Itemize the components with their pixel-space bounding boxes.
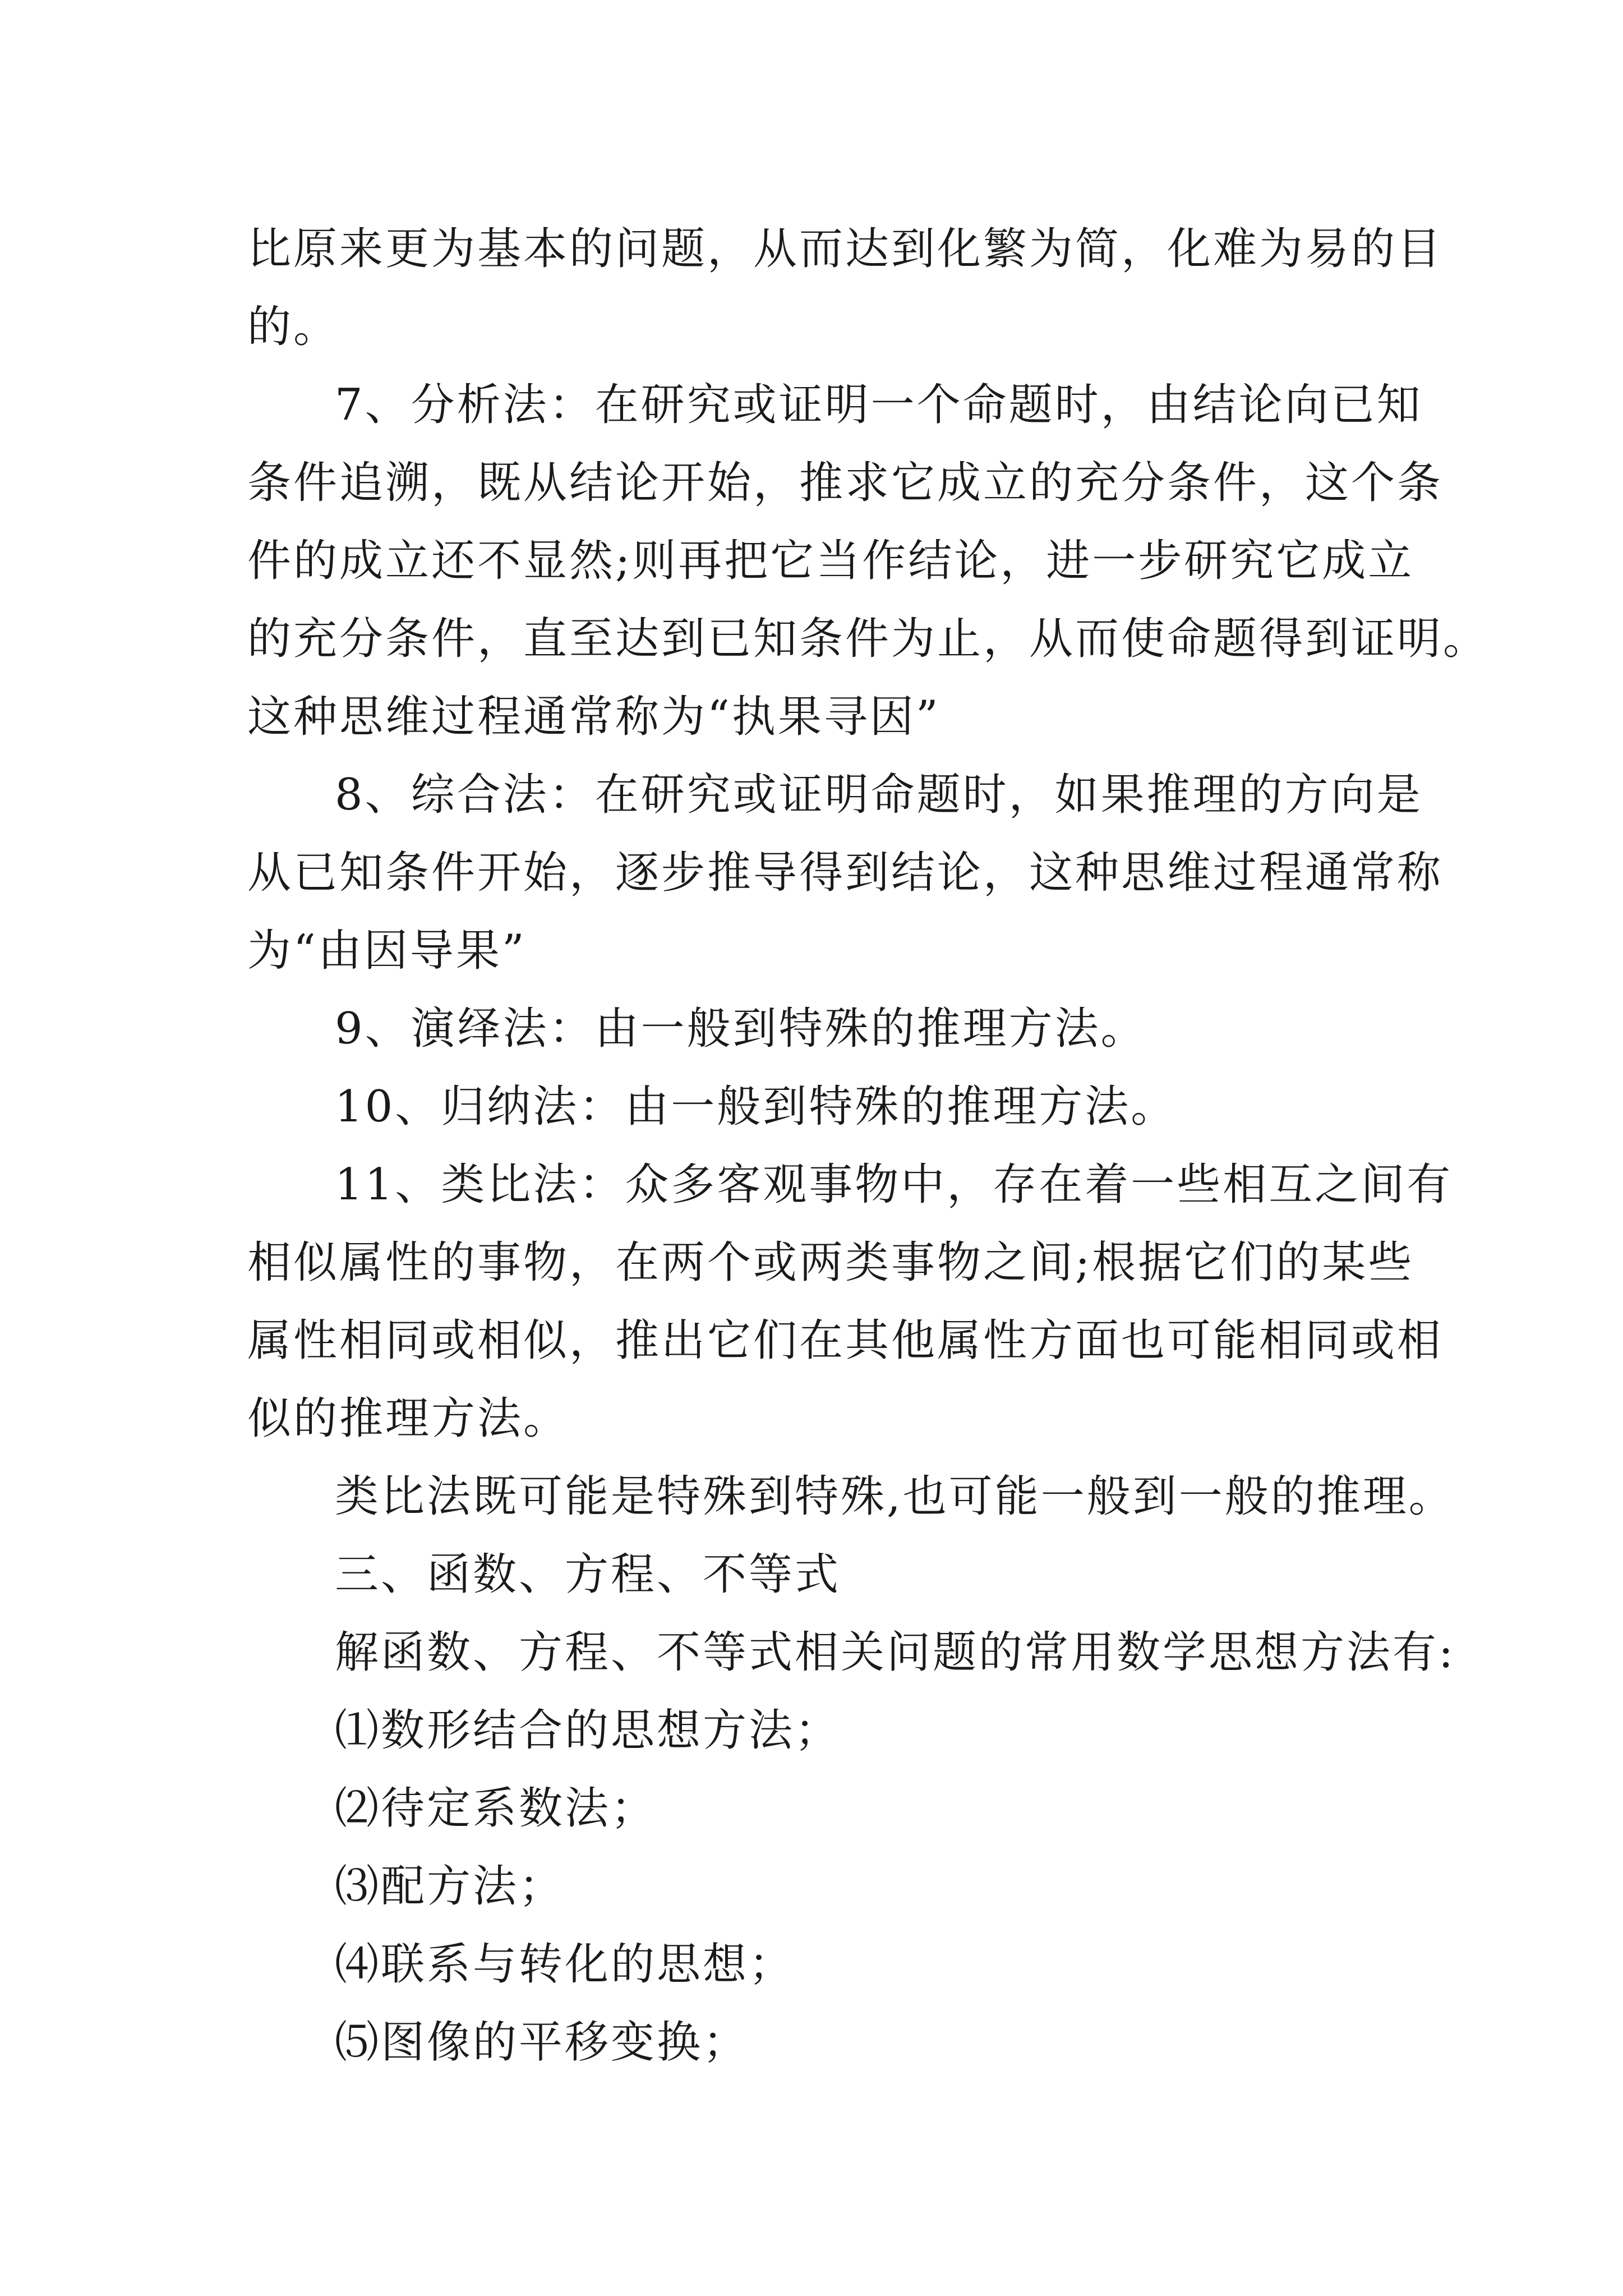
list-item: ⑸图像的平移变换； [335,2017,749,2068]
text-line: 7、分析法：在研究或证明一个命题时，由结论向已知 [335,380,1423,430]
list-item: ⑴数形结合的思想方法； [335,1705,841,1756]
text-line: 为“由因导果” [247,926,527,976]
text-line: 比原来更为基本的问题，从而达到化繁为简，化难为易的目 [247,224,1444,274]
text-line: 11、类比法：众多客观事物中，存在着一些相互之间有 [335,1159,1453,1210]
text-line: 从已知条件开始，逐步推导得到结论，这种思维过程通常称 [247,848,1444,898]
text-line: 的充分条件，直至达到已知条件为止，从而使命题得到证明。 [247,614,1490,664]
text-line: 10、归纳法：由一般到特殊的推理方法。 [335,1082,1177,1132]
text-line: 条件追溯，既从结论开始，推求它成立的充分条件，这个条 [247,458,1444,508]
text-line: 件的成立还不显然;则再把它当作结论，进一步研究它成立 [247,536,1414,586]
text-line: 9、演绎法：由一般到特殊的推理方法。 [335,1004,1147,1054]
list-item: ⑶配方法； [335,1861,565,1912]
text-line: 属性相同或相似，推出它们在其他属性方面也可能相同或相 [247,1315,1444,1366]
list-item: ⑷联系与转化的思想； [335,1939,795,1990]
text-line: 似的推理方法。 [247,1393,570,1444]
text-line: 相似属性的事物，在两个或两类事物之间;根据它们的某些 [247,1237,1414,1288]
list-item: ⑵待定系数法； [335,1783,657,1834]
section-heading: 三、函数、方程、不等式 [335,1549,841,1600]
text-line: 8、综合法：在研究或证明命题时，如果推理的方向是 [335,770,1423,820]
document-body [247,210,1490,2082]
text-line: 这种思维过程通常称为“执果寻因” [247,692,940,742]
text-line: 的。 [247,302,340,352]
text-line: 解函数、方程、不等式相关问题的常用数学思想方法有: [335,1627,1456,1678]
text-line: 类比法既可能是特殊到特殊,也可能一般到一般的推理。 [335,1471,1455,1522]
